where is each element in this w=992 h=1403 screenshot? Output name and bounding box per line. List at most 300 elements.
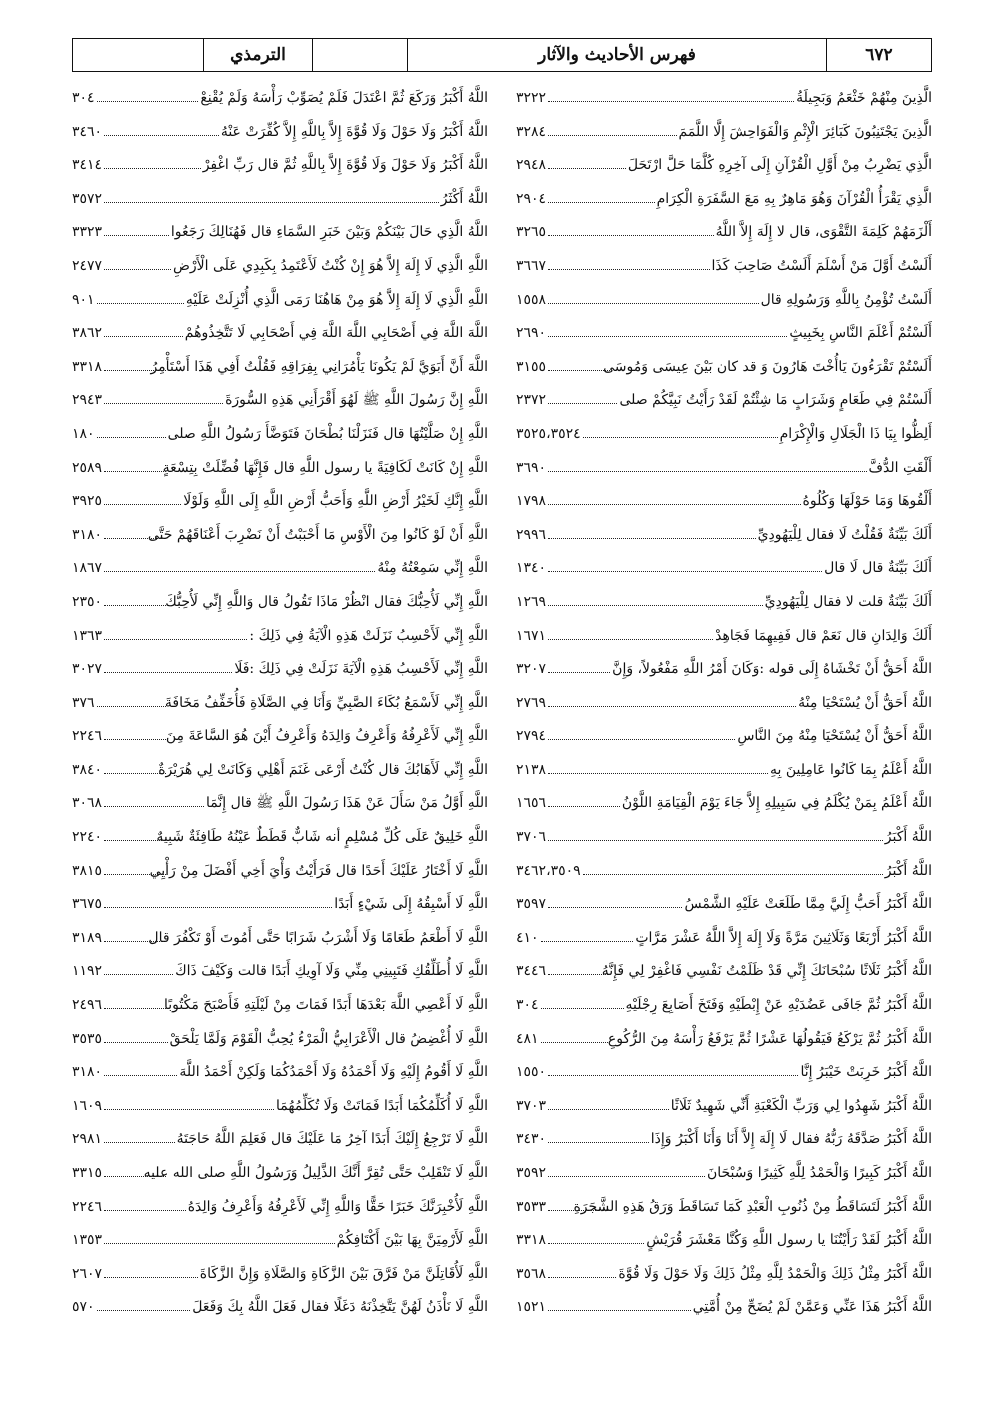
- index-entry: [72, 149, 488, 183]
- entry-text: أَلَسْتُمْ تَقْرَءُونَ يَاأُخْتَ هَارُونَ وَ قد كان بَيْنَ عِيسَى وَمُوسَى: [603, 358, 932, 375]
- leader-dots: [104, 806, 204, 807]
- entry-text: أَلَسْتُ تُؤْمِنُ بِاللَّهِ وَرَسُولِهِ قال: [760, 291, 932, 308]
- leader-dots: [548, 1277, 616, 1278]
- index-entry: [516, 821, 932, 855]
- index-entry: [516, 216, 932, 250]
- entry-number: ٣٤٦٢،٣٥٠٩: [516, 862, 581, 879]
- entry-number: ٢٩٠٤: [516, 190, 547, 207]
- index-entry: [516, 317, 932, 351]
- entry-number: ٣٥٢٥،٣٥٢٤: [516, 425, 581, 442]
- index-entry: [516, 720, 932, 754]
- entry-text: أَلَسْتُ أَوَّلَ مَنْ أَسْلَمَ أَلَسْتُ صَاحِبَ كَذَا: [711, 257, 932, 274]
- entry-text: اللَّهَ اللَّهَ فِي أَصْحَابِي اللَّهَ اللَّهَ فِي أَصْحَابِي لَا تَتَّخِذُوهُمْ: [184, 325, 488, 342]
- header-blank-cell: [73, 39, 203, 71]
- entry-text: اللَّهِ لَأَرْمِيَنَّ بِهَا بَيْنَ أَكْتَافِكُمْ: [336, 1232, 488, 1249]
- entry-text: اللَّهِ لَا تَرْجِعُ إِلَيْكَ أَبَدًا آخِرُ مَا عَلَيْكَ قال فَعَلِمَ اللَّهُ حَاجَتَهُ: [176, 1131, 488, 1148]
- entry-text: اللَّهُ أَكْبَرُ خَرِبَتْ خَيْبَرُ إِنَّا: [800, 1064, 932, 1081]
- index-entry: [72, 1056, 488, 1090]
- leader-dots: [548, 706, 796, 707]
- index-entry: [516, 1291, 932, 1325]
- entry-number: ٣١٨٠: [72, 526, 103, 543]
- entry-number: ٢١٣٨: [516, 761, 547, 778]
- leader-dots: [548, 1176, 705, 1177]
- entry-number: ٣٠٤: [72, 90, 95, 106]
- entry-number: ٢٩٨١: [72, 1131, 103, 1148]
- leader-dots: [104, 773, 166, 774]
- index-entry: [516, 687, 932, 721]
- index-entry: [516, 351, 932, 385]
- index-entry: [72, 452, 488, 486]
- entry-text: أَلَكَ بَيِّنَةٌ فَقُلْتُ لَا فقال لِلْيَهُودِيِّ: [757, 526, 932, 543]
- index-entry: [516, 787, 932, 821]
- leader-dots: [548, 471, 866, 472]
- entry-text: أَلِظُّوا بِيَا ذَا الْجَلَالِ وَالْإِكْرَامِ: [779, 425, 932, 442]
- index-entry: [72, 384, 488, 418]
- index-entry: [72, 855, 488, 889]
- entry-text: اللَّهُ أَكْبَرُ ثُمَّ يَرْكَعُ فَيَقُولُهَا عَشْرًا ثُمَّ يَرْفَعُ رَأْسَهُ مِنَ الرُّكُوعِ: [607, 1030, 932, 1047]
- entry-text: اللَّهُ أَكْبَرُ لَتَسَاقَطُ مِنْ ذُنُوبِ الْعَبْدِ كَمَا تَسَاقَطَ وَرَقُ هَذِهِ الشَّجَرَةِ: [573, 1198, 932, 1215]
- entry-text: اللَّهِ إِنِّي لَأَهَابُكَ قال كُنْتُ أَرْعَى غَنَمَ أَهْلِي وَكَانَتْ لِي هُرَيْرَةٌ: [158, 761, 488, 778]
- leader-dots: [548, 538, 756, 539]
- entry-text: اللَّهُ أَكْبَرُ هَذَا عَنِّي وَعَمَّنْ لَمْ يُضَحِّ مِنْ أُمَّتِي: [692, 1299, 932, 1316]
- index-entry: [72, 620, 488, 654]
- entry-text: اللَّهِ إِنِّي سَمِعْتُهُ مِنْهُ: [377, 560, 488, 577]
- leader-dots: [548, 336, 787, 337]
- index-entry: [72, 351, 488, 385]
- entry-number: ١٧٩٨: [516, 493, 547, 510]
- entry-text: اللَّهُ أَحَقُّ أَنْ تَخْشَاهُ إِلَى قوله :وَكَانَ أَمْرُ اللَّهِ مَفْعُولاً، وَإِنَّ: [612, 661, 932, 678]
- entry-number: ٣٦٩٠: [516, 459, 547, 476]
- entry-text: اللَّهِ إِنِّي لَأَعْرِفُهُ وَأَعْرِفُ وَالِدَهُ وَأَعْرِفُ أَيْنَ هُوَ السَّاعَةَ مِنَ: [165, 728, 488, 745]
- index-entry: [72, 754, 488, 788]
- index-entry: [516, 552, 932, 586]
- index-entry: [72, 922, 488, 956]
- leader-dots: [548, 202, 655, 203]
- entry-text: اللَّهُ أَكْبَرُ شَهِدُوا لِي وَرَبِّ الْكَعْبَةِ أَنِّي شَهِيدٌ ثَلَاثًا: [670, 1097, 932, 1114]
- leader-dots: [104, 1008, 166, 1009]
- leader-dots: [104, 1277, 198, 1278]
- index-entry: [72, 586, 488, 620]
- index-entry: [516, 149, 932, 183]
- entry-number: ٣٣١٨: [72, 358, 103, 375]
- entry-number: ٣٨٤٠: [72, 761, 103, 778]
- entry-text: اللَّهِ إِنْ صَلَّيْتُهَا قال فَنَزَلْنَا بُطْحَانَ فَتَوَضَّأَ رَسُولُ اللَّهِ صلى: [167, 425, 488, 442]
- index-entry: [516, 754, 932, 788]
- leader-dots: [104, 235, 169, 236]
- index-entry: [516, 250, 932, 284]
- entry-text: اللَّهُ أَعْلَمُ بِمَا كَانُوا عَامِلِينَ بِهِ: [770, 761, 932, 778]
- leader-dots: [97, 303, 184, 304]
- entry-number: ٣٢٨٤: [516, 123, 547, 140]
- entry-number: ٣٢٢٢: [516, 90, 547, 106]
- entry-number: ٣١٨٩: [72, 929, 103, 946]
- index-entry: [516, 955, 932, 989]
- index-entry: [516, 653, 932, 687]
- leader-dots: [548, 303, 758, 304]
- entry-number: ٢٥٨٩: [72, 459, 103, 476]
- entry-number: ١٣٤٠: [516, 560, 547, 577]
- entry-number: ١٥٥٨: [516, 291, 547, 308]
- leader-dots: [548, 773, 768, 774]
- entry-text: الَّذِي يَضْرِبُ مِنْ أَوَّلِ الْقُرْآنِ إِلَى آخِرِهِ كُلَّمَا حَلَّ ارْتَحَلَ: [627, 157, 932, 174]
- right-column: [516, 82, 932, 1325]
- entry-text: اللَّهِ إِنِّي لَأَسْمَعُ بُكَاءَ الصَّبِيِّ وَأَنَا فِي الصَّلَاةِ فَأُخَفِّفُ مَخَافَةَ: [164, 694, 488, 711]
- entry-text: اللَّهِ لَا أَسْبِقُهُ إِلَى شَيْءٍ أَبَدًا: [334, 896, 488, 913]
- entry-number: ٣١٥٥: [516, 358, 547, 375]
- entry-text: اللَّهِ لَا تَنْقَلِبْ حَتَّى تُقِرَّ أَنَّكَ الذَّلِيلُ وَرَسُولُ اللَّهِ صلى الله عليه: [143, 1165, 488, 1181]
- leader-dots: [548, 101, 794, 102]
- entry-text: اللَّهُ أَكْبَرُ ثَلَاثًا سُبْحَانَكَ إِنِّي قَدْ ظَلَمْتُ نَفْسِي فَاغْفِرْ لِي فَإِنَّهُ: [601, 963, 932, 980]
- index-entry: [516, 452, 932, 486]
- index-entry: [72, 687, 488, 721]
- entry-text: اللَّهُ أَكْبَرُ مِثْلُ ذَلِكَ وَالْحَمْدُ لِلَّهِ مِثْلُ ذَلِكَ وَلَا حَوْلَ وَلَا قُوَّةَ: [618, 1265, 932, 1282]
- entry-number: ٣٩٢٥: [72, 493, 103, 510]
- leader-dots: [548, 639, 713, 640]
- entry-number: ٣٤١٤: [72, 157, 103, 174]
- leader-dots: [548, 840, 883, 841]
- leader-dots: [104, 840, 166, 841]
- index-entry: [72, 1090, 488, 1124]
- entry-text: اللَّهِ إِنِّي لَأَحْسِبُ هَذِهِ الْآيَةَ نَزَلَتْ فِي ذَلِكَ :فَلَا: [234, 661, 488, 678]
- entry-text: اللَّهِ أَوَّلُ مَنْ سَأَلَ عَنْ هَذَا رَسُولَ اللَّهِ ﷺ قال إِنَّمَا: [206, 795, 488, 812]
- leader-dots: [104, 1142, 175, 1143]
- leader-dots: [104, 202, 439, 203]
- index-entry: [516, 1157, 932, 1191]
- index-entry: [516, 384, 932, 418]
- entry-number: ١١٩٢: [72, 963, 103, 980]
- index-entry: [72, 821, 488, 855]
- entry-number: ١٥٥٠: [516, 1064, 547, 1081]
- entry-number: ٣٧٠٣: [516, 1097, 547, 1114]
- leader-dots: [97, 437, 166, 438]
- entry-number: ٣٥٧٢: [72, 190, 103, 207]
- leader-dots: [104, 1243, 335, 1244]
- leader-dots: [104, 168, 201, 169]
- leader-dots: [583, 874, 883, 875]
- entry-number: ١٦٠٩: [72, 1097, 103, 1114]
- entry-text: الَّذِي يَقْرَأُ الْقُرْآنَ وَهُوَ مَاهِرٌ بِهِ مَعَ السَّفَرَةِ الْكِرَامِ: [656, 190, 932, 207]
- index-entry: [516, 1191, 932, 1225]
- index-entry: [516, 586, 932, 620]
- index-entry: [72, 1157, 488, 1191]
- leader-dots: [548, 605, 763, 606]
- entry-number: ٣٥٣٥: [72, 1030, 103, 1047]
- entry-number: ٣٣٢٣: [72, 224, 103, 241]
- entry-text: اللَّهُ أَكْبَرُ وَرَكَعَ ثُمَّ اعْتَدَلَ فَلَمْ يُصَوِّبْ رَأْسَهُ وَلَمْ يُقْنِعْ: [200, 90, 488, 106]
- header-spacer: [312, 39, 407, 71]
- leader-dots: [104, 672, 232, 673]
- entry-number: ٢٧٦٩: [516, 694, 547, 711]
- entry-number: ١٥٢١: [516, 1299, 547, 1316]
- entry-number: ٤١٠: [516, 929, 539, 946]
- entry-text: اللَّهُ أَكْبَرُ صَدَّقَهُ رَبُّهُ فقال لَا إِلَهَ إِلاَّ أَنَا وَأَنَا أَكْبَرُ وَإِذَا: [650, 1131, 932, 1148]
- entry-number: ٣٦٦٧: [516, 257, 547, 274]
- leader-dots: [104, 907, 332, 908]
- index-entry: [516, 183, 932, 217]
- index-entry: [72, 519, 488, 553]
- entry-text: اللَّهُ أَكْبَرُ وَلَا حَوْلَ وَلَا قُوَّةَ إِلاَّ بِاللَّهِ ثُمَّ قال رَبِّ اغْفِرْ: [202, 157, 488, 174]
- entry-number: ٣٢٦٥: [516, 224, 547, 241]
- entry-text: اللَّهِ الَّذِي لَا إِلَهَ إِلاَّ هُوَ إِنْ كُنْتُ لَأَعْتَمِدُ بِكَبِدِي عَلَى الْأَرْضِ: [172, 257, 488, 274]
- leader-dots: [104, 269, 171, 270]
- entry-text: أَلْزَمَهُمْ كَلِمَةَ التَّقْوَى، قال لا إِلَهَ إِلاَّ اللَّهُ: [715, 224, 932, 241]
- leader-dots: [97, 706, 166, 707]
- index-entry: [516, 1258, 932, 1292]
- index-entry: [72, 216, 488, 250]
- leader-dots: [548, 974, 610, 975]
- entry-text: اللَّهُ أَحَقُّ أَنْ يُسْتَحْيَا مِنْهُ: [798, 694, 932, 711]
- page-title: فهرس الأحاديث والآثار: [407, 39, 826, 71]
- page-header: [72, 38, 932, 72]
- leader-dots: [97, 1310, 191, 1311]
- index-entry: [72, 1224, 488, 1258]
- leader-dots: [104, 639, 247, 640]
- entry-text: اللَّهُ أَكْبَرُ ثُمَّ جَافَى عَضُدَيْهِ عَنْ إِبْطَيْهِ وَفَتَخَ أَصَابِعَ رِجْلَيْهِ: [625, 997, 932, 1014]
- entry-text: اللَّهِ الَّذِي لَا إِلَهَ إِلاَّ هُوَ مِنْ هَاهُنَا رَمَى الَّذِي أُنْزِلَتْ عَلَيْهِ: [185, 291, 488, 308]
- index-entry: [516, 519, 932, 553]
- leader-dots: [104, 471, 166, 472]
- entry-number: ١٦٥٦: [516, 795, 547, 812]
- index-entry: [516, 855, 932, 889]
- entry-number: ١٣٥٣: [72, 1232, 103, 1249]
- entry-text: اللَّهُ أَعْلَمُ بِمَنْ يُكْلَمُ فِي سَبِيلِهِ إِلاَّ جَاءَ يَوْمَ الْقِيَامَةِ اللَّوْنُ: [621, 795, 932, 812]
- leader-dots: [104, 1210, 186, 1211]
- leader-dots: [104, 874, 166, 875]
- entry-text: أَلَكَ بَيِّنَةٌ قلت لا فقال لِلْيَهُودِيِّ: [764, 593, 932, 610]
- entry-text: اللَّهِ إِنْ كَانَتْ لَكَافِيَةً يا رسول اللَّهِ قال فَإِنَّهَا فُضِّلَتْ بِتِسْعَةٍ: [162, 459, 488, 476]
- entry-number: ٢٦٩٠: [516, 325, 547, 342]
- leader-dots: [548, 370, 610, 371]
- entry-text: اللَّهُ أَكْبَرُ: [884, 829, 932, 846]
- entry-number: ٢٤٧٧: [72, 257, 103, 274]
- index-entry: [516, 284, 932, 318]
- entry-text: اللَّهِ لَا أُطَلِّقُكِ فَتَبِينِي مِنِّي وَلَا آوِيكِ أَبَدًا قالت وَكَيْفَ ذَاكَ: [175, 963, 488, 980]
- leader-dots: [548, 504, 800, 505]
- index-entry: [72, 116, 488, 150]
- entry-text: أَلَكَ وَالِدَانِ قال نَعَمْ قال فَفِيهِمَا فَجَاهِدْ: [715, 627, 932, 644]
- entry-number: ٢٩٤٨: [516, 157, 547, 174]
- leader-dots: [548, 1243, 644, 1244]
- leader-dots: [548, 672, 610, 673]
- leader-dots: [548, 739, 735, 740]
- entry-number: ٣٨٦٢: [72, 325, 103, 342]
- left-column: [72, 82, 488, 1325]
- entry-number: ٣٥٦٨: [516, 1265, 547, 1282]
- entry-number: ١٨٦٧: [72, 560, 103, 577]
- entry-number: ٣٤٦٠: [72, 123, 103, 140]
- index-entry: [72, 485, 488, 519]
- document-page: [72, 38, 932, 1338]
- entry-number: ٣٠٤: [516, 997, 539, 1014]
- index-entry: [516, 888, 932, 922]
- index-entry: [516, 989, 932, 1023]
- leader-dots: [548, 1310, 691, 1311]
- entry-number: ٤٨١: [516, 1030, 539, 1047]
- index-entry: [516, 116, 932, 150]
- entry-number: ٣٠٦٨: [72, 795, 103, 812]
- leader-dots: [104, 941, 166, 942]
- entry-number: ٢٩٤٣: [72, 392, 103, 409]
- leader-dots: [548, 403, 617, 404]
- leader-dots: [548, 168, 626, 169]
- index-entry: [516, 620, 932, 654]
- entry-text: أَلَكَ بَيِّنَةٌ قال لَا قال: [824, 560, 932, 577]
- leader-dots: [104, 370, 166, 371]
- leader-dots: [104, 605, 166, 606]
- leader-dots: [548, 269, 709, 270]
- entry-text: اللَّهِ لَا أُغْضِضُ قال الْأَعْرَابِيُّ الْمَرْءُ يُحِبُّ الْقَوْمَ وَلَمَّا يَلْحَقْ: [169, 1030, 488, 1047]
- index-entry: [516, 1056, 932, 1090]
- index-entry: [72, 888, 488, 922]
- entry-text: اللَّهِ لَأُخْبِرَنَّكَ خَبَرًا حَقًّا وَاللَّهِ إِنِّي لَأَعْرِفُهُ وَأَعْرِفُ وَالِدَهُ: [187, 1198, 488, 1215]
- leader-dots: [548, 235, 714, 236]
- leader-dots: [548, 135, 676, 136]
- entry-text: اللَّهُ أَكْثَرُ: [440, 190, 488, 207]
- entry-number: ٢٢٤٠: [72, 829, 103, 846]
- entry-text: اللَّهِ إِنِّي لَأَحْسِبُ نَزَلَتْ هَذِهِ الْآيَةُ فِي ذَلِكَ :: [249, 627, 488, 644]
- leader-dots: [104, 974, 173, 975]
- entry-number: ٣٨١٥: [72, 862, 103, 879]
- leader-dots: [104, 1176, 166, 1177]
- index-columns: [72, 82, 932, 1325]
- index-entry: [72, 250, 488, 284]
- index-entry: [516, 1123, 932, 1157]
- entry-text: اللَّهُ أَكْبَرُ أَرْبَعًا وَثَلَاثِينَ مَرَّةً وَلَا إِلَهَ إِلاَّ اللَّهُ عَشْرَ مَرَّاتٍ: [635, 929, 932, 946]
- entry-number: ٢٦٠٧: [72, 1265, 103, 1282]
- index-entry: [516, 418, 932, 452]
- leader-dots: [104, 1042, 168, 1043]
- leader-dots: [104, 571, 375, 572]
- entry-text: اللَّهِ لَا أَطْعَمُ طَعَامًا وَلَا أَشْرَبُ شَرَابًا حَتَّى أَمُوتَ أَوْ تَكْفُرَ قال: [148, 929, 488, 946]
- entry-number: ٢٣٧٢: [516, 392, 547, 409]
- entry-text: اللَّهِ إِنَّ رَسُولَ اللَّهِ ﷺ لَهُوَ أَقْرَأَنِي هَذِهِ السُّورَةَ: [225, 392, 488, 409]
- leader-dots: [97, 101, 199, 102]
- entry-text: اللَّهُ الَّذِي حَالَ بَيْنَكُمْ وَبَيْنَ خَبَرِ السَّمَاءِ قال فَهُنَالِكَ رَجَعُوا: [170, 224, 488, 241]
- leader-dots: [548, 1109, 669, 1110]
- entry-number: ٣١٨٠: [72, 1064, 103, 1081]
- entry-text: اللَّهُ أَحَقُّ أَنْ يُسْتَحْيَا مِنْهُ مِنَ النَّاسِ: [737, 728, 932, 745]
- index-entry: [72, 653, 488, 687]
- leader-dots: [548, 1210, 610, 1211]
- entry-number: ١٣٦٣: [72, 627, 103, 644]
- entry-text: اللَّهُ أَكْبَرُ كَبِيرًا وَالْحَمْدُ لِلَّهِ كَثِيرًا وَسُبْحَانَ: [706, 1165, 932, 1181]
- leader-dots: [104, 538, 166, 539]
- entry-text: اللَّهِ لَا أُكَلِّمُكُمَا أَبَدًا فَمَاتَتْ وَلَا تُكَلِّمُهُمَا: [276, 1097, 488, 1114]
- entry-text: اللَّهُ أَكْبَرُ: [884, 862, 932, 879]
- entry-number: ٣٤٣٠: [516, 1131, 547, 1148]
- index-entry: [72, 955, 488, 989]
- index-entry: [516, 485, 932, 519]
- entry-number: ١٢٦٩: [516, 593, 547, 610]
- leader-dots: [541, 1008, 624, 1009]
- entry-number: ٣٢٠٧: [516, 661, 547, 678]
- entry-number: ٣٥٣٣: [516, 1198, 547, 1215]
- leader-dots: [548, 907, 682, 908]
- entry-number: ٣٤٤٦: [516, 963, 547, 980]
- index-entry: [72, 1023, 488, 1057]
- leader-dots: [548, 1075, 798, 1076]
- entry-text: اللَّهِ لَا نَأْذَنُ لَهُنَّ يَتَّخِذْنَهُ دَغَلًا فقال فَعَلَ اللَّهُ بِكَ وَفَعَلَ: [192, 1299, 488, 1316]
- leader-dots: [541, 1042, 610, 1043]
- entry-text: اللَّهِ إِنِّي لَأُحِبُّكَ فقال انْظُرْ مَاذَا تَقُولُ قال وَاللَّهِ إِنِّي لَأُحِبُّكَ: [165, 593, 488, 610]
- leader-dots: [583, 437, 778, 438]
- entry-number: ٣٥٩٧: [516, 896, 547, 913]
- entry-text: أَلَسْتُمْ أَعْلَمَ النَّاسِ بِخَبِيثٍ: [789, 325, 932, 342]
- entry-number: ٣٥٩٢: [516, 1165, 547, 1181]
- entry-number: ١٨٠: [72, 425, 95, 442]
- leader-dots: [548, 1142, 649, 1143]
- entry-number: ٣٧٠٦: [516, 829, 547, 846]
- index-entry: [72, 720, 488, 754]
- leader-dots: [104, 1075, 177, 1076]
- entry-number: ٩٠١: [72, 291, 95, 308]
- entry-number: ٣٧٦: [72, 694, 95, 711]
- entry-number: ٢٢٤٦: [72, 1198, 103, 1215]
- index-entry: [72, 1191, 488, 1225]
- entry-text: اللَّهُ أَكْبَرُ وَلَا حَوْلَ وَلَا قُوَّةَ إِلاَّ بِاللَّهِ إِلاَّ كُفِّرَتْ عَنْهُ: [220, 123, 488, 140]
- entry-text: أَلَسْتُمْ فِي طَعَامٍ وَشَرَابٍ مَا شِئْتُمْ لَقَدْ رَأَيْتُ نَبِيَّكُمْ صلى: [619, 392, 932, 409]
- leader-dots: [104, 135, 219, 136]
- entry-text: اللَّهِ أَنْ لَوْ كَانُوا مِنَ الْأَوْسِ مَا أَحْبَبْتُ أَنْ نَضْرِبَ أَعْنَاقَهُمْ حَتَّى: [147, 526, 488, 543]
- page-number: ٦٧٢: [826, 39, 931, 71]
- index-entry: [72, 82, 488, 116]
- entry-text: اللَّهُ أَكْبَرُ لَقَدْ رَأَيْتُنَا يا رسول اللَّهِ وَكُنَّا مَعْشَرَ قُرَيْشٍ: [646, 1232, 932, 1249]
- index-entry: [72, 418, 488, 452]
- entry-text: اللَّهِ لَا أَخْتَارُ عَلَيْكَ أَحَدًا قال فَرَأَيْتُ وَأْيَ أَخِي أَفْضَلَ مِنْ رَأْيِي: [149, 862, 488, 879]
- leader-dots: [548, 571, 822, 572]
- entry-text: اللَّهِ لَأُقَاتِلَنَّ مَنْ فَرَّقَ بَيْنَ الزَّكَاةِ وَالصَّلَاةِ وَإِنَّ الزَّكَاةَ: [199, 1265, 488, 1282]
- leader-dots: [104, 504, 181, 505]
- index-entry: [72, 989, 488, 1023]
- entry-text: أَلْقَتِ الدُّفَّ: [868, 459, 932, 476]
- index-entry: [72, 1291, 488, 1325]
- index-entry: [72, 1258, 488, 1292]
- index-entry: [516, 1090, 932, 1124]
- entry-text: اللَّهِ إِنَّكِ لَخَيْرُ أَرْضِ اللَّهِ وَأَحَبُّ أَرْضِ اللَّهِ إِلَى اللَّهِ وَلَوْلَا: [183, 493, 488, 510]
- entry-text: اللَّهُ أَكْبَرُ أَحَبُّ إِلَيَّ مِمَّا طَلَعَتْ عَلَيْهِ الشَّمْسُ: [684, 896, 932, 913]
- index-entry: [516, 922, 932, 956]
- leader-dots: [104, 336, 183, 337]
- index-entry: [516, 82, 932, 116]
- index-entry: [72, 552, 488, 586]
- book-name: الترمذي: [203, 39, 312, 71]
- index-entry: [516, 1224, 932, 1258]
- entry-number: ٣٠٢٧: [72, 661, 103, 678]
- entry-text: اللَّهِ لَا أَعْصِي اللَّهَ بَعْدَهَا أَبَدًا فَمَاتَ مِنْ لَيْلَتِهِ فَأَصْبَحَ مَكْتُوبًا: [163, 997, 488, 1014]
- index-entry: [72, 317, 488, 351]
- entry-text: الَّذِينَ مِنْهُمْ خَثْعَمُ وَبَجِيلَةُ: [796, 90, 932, 106]
- entry-text: الَّذِينَ يَجْتَنِبُونَ كَبَائِرَ الْإِثْمِ وَالْفَوَاحِشَ إِلَّا اللَّمَمَ: [678, 123, 932, 140]
- index-entry: [72, 284, 488, 318]
- entry-text: أَلْقُوهَا وَمَا حَوْلَهَا وَكُلُوهُ: [802, 493, 932, 510]
- leader-dots: [104, 403, 223, 404]
- leader-dots: [104, 739, 166, 740]
- entry-text: اللَّهِ لَا أَقُومُ إِلَيْهِ وَلَا أَحْمَدُهُ وَلَا أَحْمَدُكُمَا وَلَكِنْ أَحْمَدُ اللَّهَ: [179, 1064, 488, 1081]
- entry-number: ٣٦٧٥: [72, 896, 103, 913]
- index-entry: [72, 1123, 488, 1157]
- index-entry: [72, 183, 488, 217]
- index-entry: [516, 1023, 932, 1057]
- entry-text: اللَّهَ أَنَّ أَبَوَيَّ لَمْ يَكُونَا يَأْمُرَانِي بِفِرَاقِهِ فَقُلْتُ أَفِي هَذَا أَسْتَأْمِرُ: [150, 358, 488, 375]
- leader-dots: [541, 941, 634, 942]
- entry-number: ٢٢٤٦: [72, 728, 103, 745]
- entry-number: ٢٩٩٦: [516, 526, 547, 543]
- entry-number: ٣٣١٨: [516, 1232, 547, 1249]
- entry-number: ٢٤٩٦: [72, 997, 103, 1014]
- entry-number: ٥٧٠: [72, 1299, 95, 1316]
- entry-number: ١٦٧١: [516, 627, 547, 644]
- leader-dots: [548, 806, 620, 807]
